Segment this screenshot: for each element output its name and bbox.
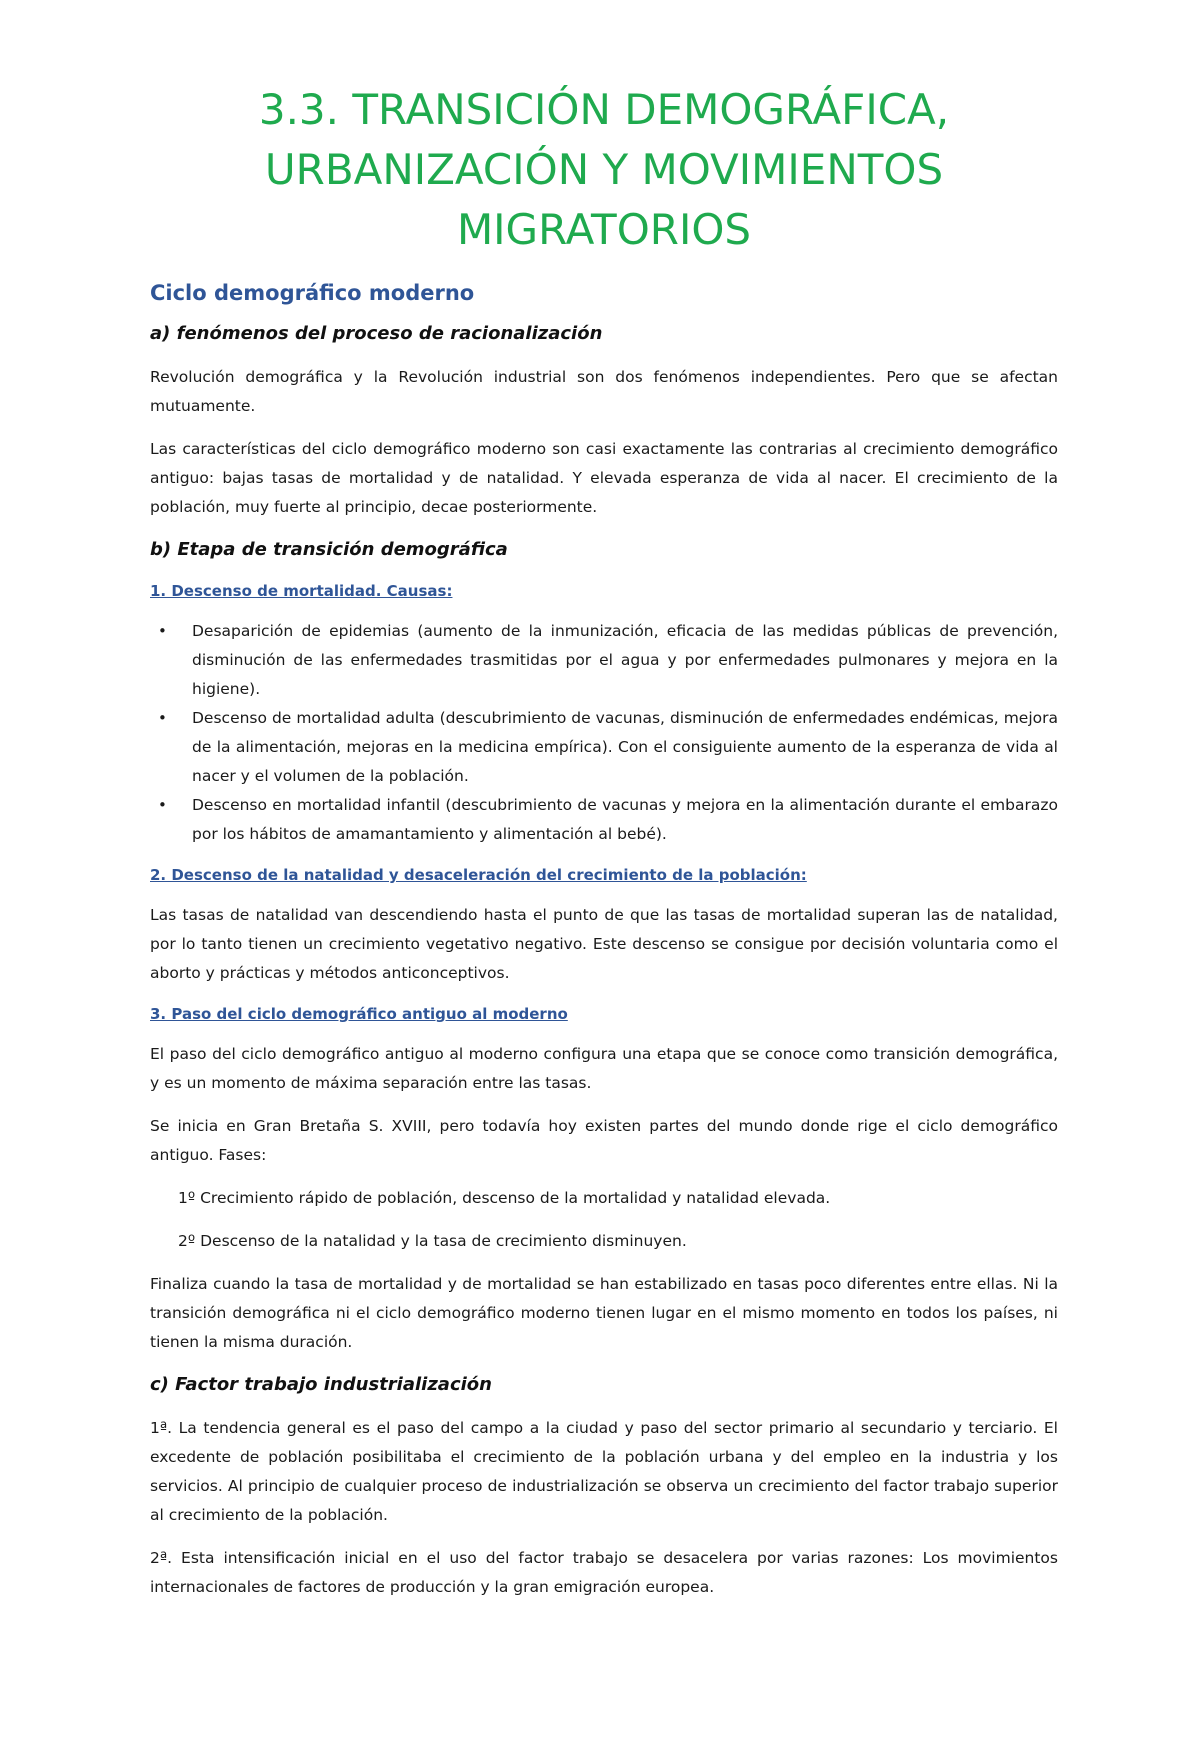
bullet-icon: • xyxy=(158,796,167,814)
list-item xyxy=(150,791,1058,849)
bullet-icon: • xyxy=(158,622,167,640)
title-line-2: URBANIZACIÓN Y MOVIMIENTOS xyxy=(264,145,944,194)
paragraph: El paso del ciclo demográfico antiguo al moderno configura una etapa que se conoce como transición demográfica, y es un momento de máxima separación entre las tasas. xyxy=(150,1045,1058,1092)
paragraph: Las características del ciclo demográfico moderno son casi exactamente las contrarias al crecimiento demográfico antiguo: bajas tasas de mortalidad y de natalidad. Y elevada esperanza de vida al nacer. El crecimiento de la población, muy fuerte al principio, decae posteriormente. xyxy=(150,440,1058,516)
subheading-natality: 2. Descenso de la natalidad y desaceleración del crecimiento de la población: xyxy=(150,866,807,884)
paragraph: Finaliza cuando la tasa de mortalidad y de mortalidad se han estabilizado en tasas poco diferentes entre ellas. Ni la transición demográfica ni el ciclo demográfico moderno tienen lugar en el mismo momento en todos los países, ni tienen la misma duración. xyxy=(150,1275,1058,1351)
subsection-b-heading: b) Etapa de transición demográfica xyxy=(150,539,508,560)
paragraph: Revolución demográfica y la Revolución industrial son dos fenómenos independientes. Pero que se afectan mutuamente. xyxy=(150,368,1058,415)
list-item-text: Descenso de mortalidad adulta (descubrimiento de vacunas, disminución de enfermedades endémicas, mejora de la alimentación, mejoras en la medicina empírica). Con el consiguiente aumento de la esperanza de vida al nacer y el volumen de la población. xyxy=(192,709,1058,785)
subheading-transition: 3. Paso del ciclo demográfico antiguo al moderno xyxy=(150,1005,568,1023)
list-item-text: Descenso en mortalidad infantil (descubrimiento de vacunas y mejora en la alimentación durante el embarazo por los hábitos de amamantamiento y alimentación al bebé). xyxy=(192,796,1058,843)
title-line-3: MIGRATORIOS xyxy=(456,205,752,254)
list-item xyxy=(150,704,1058,791)
list-item xyxy=(150,617,1058,704)
paragraph: Las tasas de natalidad van descendiendo hasta el punto de que las tasas de mortalidad superan las de natalidad, por lo tanto tienen un crecimiento vegetativo negativo. Este descenso se consigue por decisión voluntaria como el aborto y prácticas y métodos anticonceptivos. xyxy=(150,906,1058,982)
phase-item: 2º Descenso de la natalidad y la tasa de crecimiento disminuyen. xyxy=(178,1232,687,1250)
phase-item: 1º Crecimiento rápido de población, descenso de la mortalidad y natalidad elevada. xyxy=(178,1189,831,1207)
paragraph: 2ª. Esta intensificación inicial en el uso del factor trabajo se desacelera por varias razones: Los movimientos internacionales de factores de producción y la gran emigración europea. xyxy=(150,1549,1058,1596)
section-heading: Ciclo demográfico moderno xyxy=(150,281,475,305)
subsection-c-heading: c) Factor trabajo industrialización xyxy=(150,1374,492,1395)
paragraph: 1ª. La tendencia general es el paso del campo a la ciudad y paso del sector primario al secundario y terciario. El excedente de población posibilitaba el crecimiento de la población urbana y del empleo en la industria y los servicios. Al principio de cualquier proceso de industrialización se observa un crecimiento del factor trabajo superior al crecimiento de la población. xyxy=(150,1419,1058,1524)
page-title xyxy=(150,80,1058,260)
list-item-text: Desaparición de epidemias (aumento de la inmunización, eficacia de las medidas públicas de prevención, disminución de las enfermedades trasmitidas por el agua y por enfermedades pulmonares y mejora en la higiene). xyxy=(192,622,1058,698)
subsection-a-heading: a) fenómenos del proceso de racionalización xyxy=(150,323,603,344)
paragraph: Se inicia en Gran Bretaña S. XVIII, pero todavía hoy existen partes del mundo donde rige el ciclo demográfico antiguo. Fases: xyxy=(150,1117,1058,1164)
title-line-1: 3.3. TRANSICIÓN DEMOGRÁFICA, xyxy=(258,85,950,134)
causes-list xyxy=(150,617,1058,849)
bullet-icon: • xyxy=(158,709,167,727)
subheading-mortality: 1. Descenso de mortalidad. Causas: xyxy=(150,582,453,600)
